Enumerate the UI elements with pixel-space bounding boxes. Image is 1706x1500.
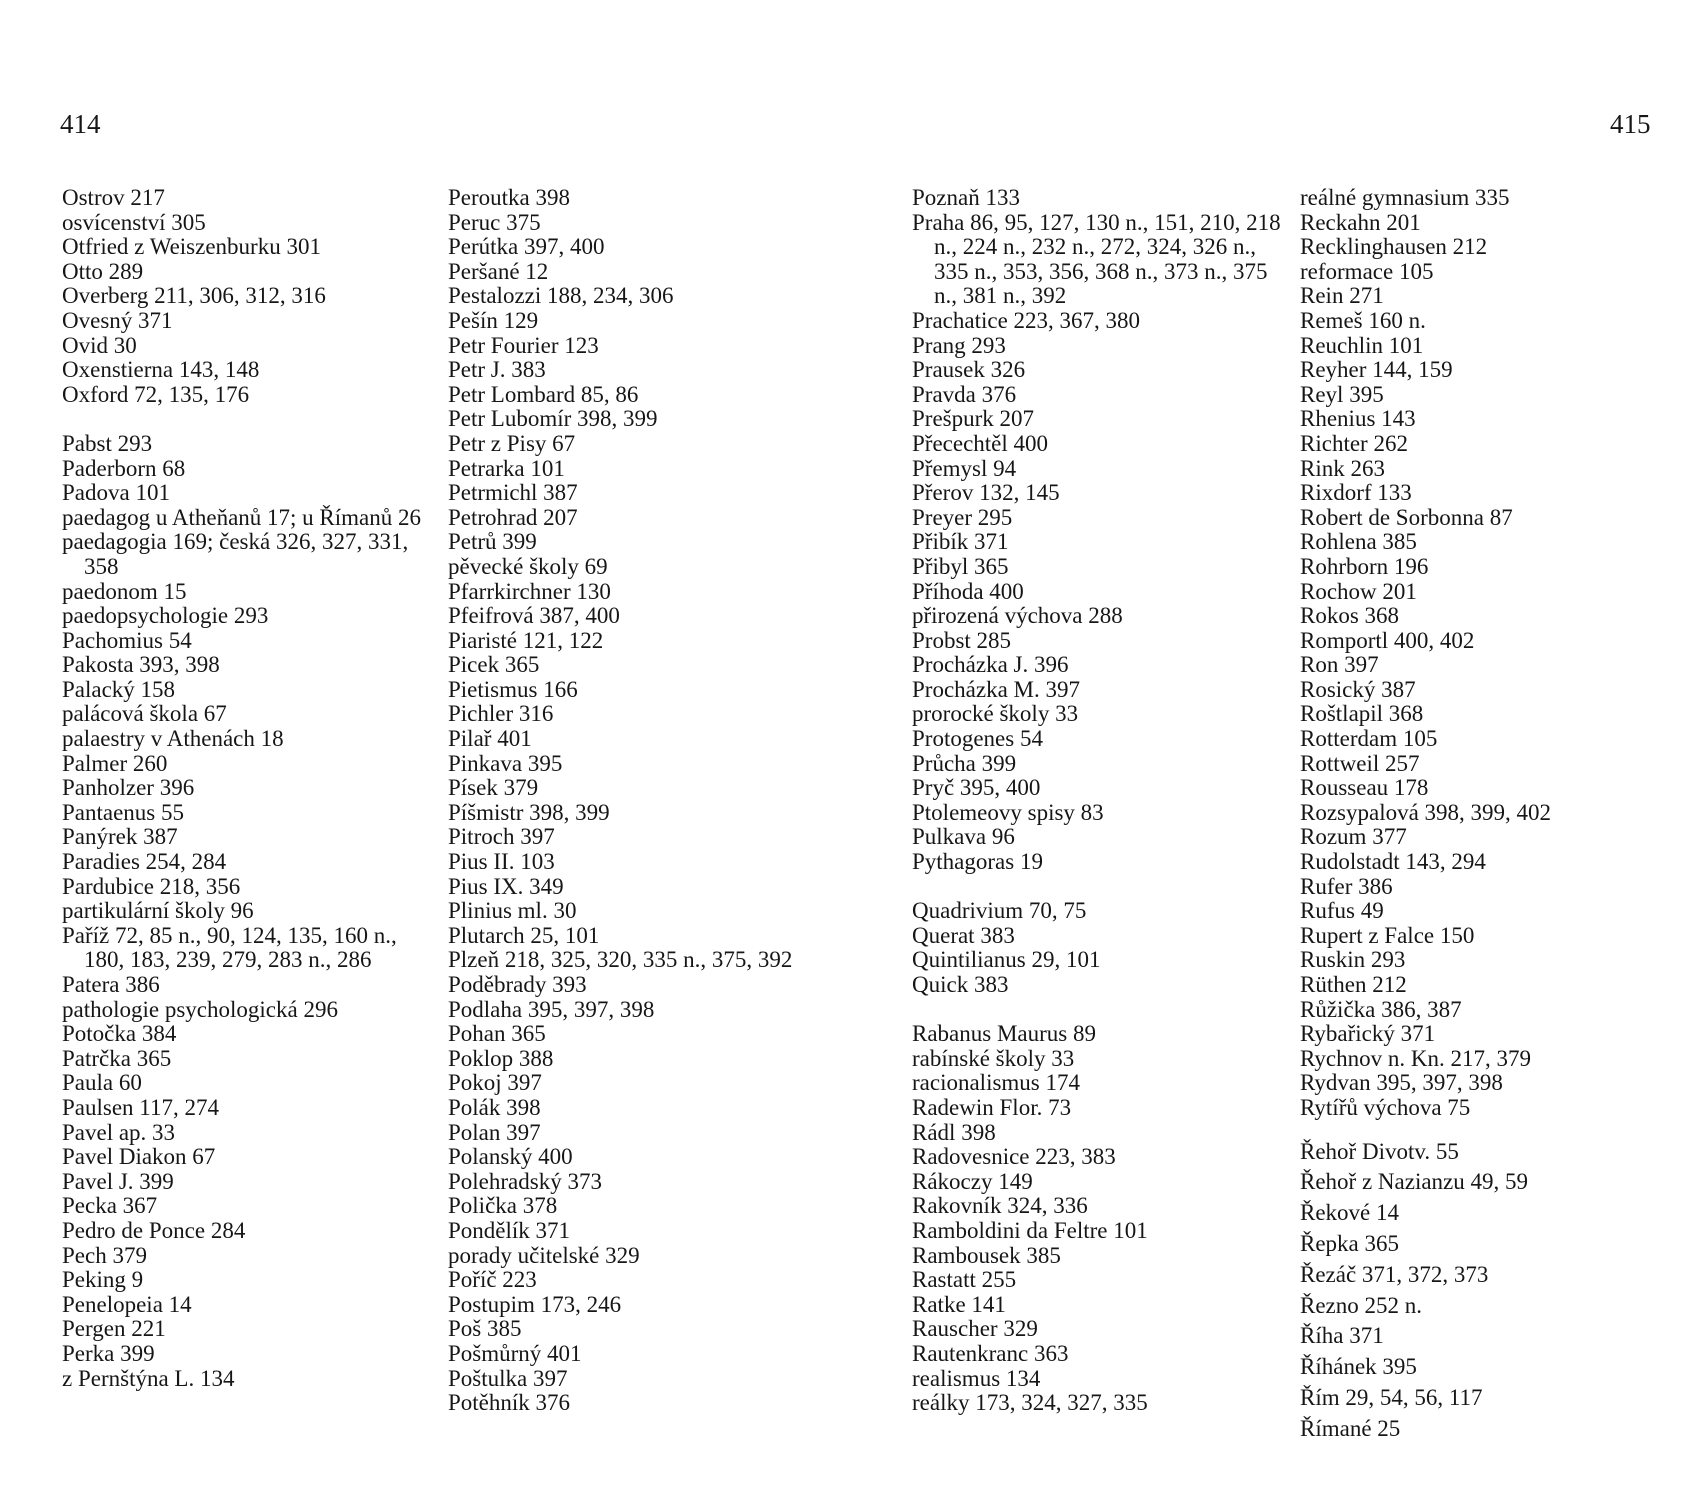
index-entry: Poklop 388 [448,1045,554,1071]
index-entry: Rochow 201 [1300,578,1417,604]
index-entry: Otfried z Weiszenburku 301 [62,234,321,260]
index-entry: realismus 134 [912,1365,1041,1391]
index-entry: Robert de Sorbonna 87 [1300,504,1513,530]
index-entry: Pavel J. 399 [62,1168,174,1194]
index-entry: Pabst 293 [62,430,153,456]
index-entry: Richter 262 [1300,430,1408,456]
index-entry: Řezáč 371, 372, 373 [1300,1261,1489,1287]
index-entry: Reyl 395 [1300,381,1384,407]
index-entry: Quadrivium 70, 75 [912,898,1087,924]
index-entry: Poříč 223 [448,1267,537,1293]
index-entry: Rastatt 255 [912,1267,1017,1293]
index-entry: Oxenstierna 143, 148 [62,357,260,383]
index-entry: Rein 271 [1300,283,1384,309]
index-entry: Reuchlin 101 [1300,332,1424,358]
index-entry: pěvecké školy 69 [448,553,608,579]
index-entry: Pietismus 166 [448,676,578,702]
index-entry: Rabanus Maurus 89 [912,1021,1096,1047]
index-entry: Quick 383 [912,972,1009,997]
index-entry: Radovesnice 223, 383 [912,1144,1116,1170]
index-entry: Pedro de Ponce 284 [62,1217,246,1243]
index-entry: Pavel Diakon 67 [62,1144,216,1170]
index-entry: Řepka 365 [1300,1230,1400,1256]
index-entry: Pachomius 54 [62,627,192,653]
index-entry: Prachatice 223, 367, 380 [912,307,1141,333]
index-column-1 [62,186,432,1391]
index-entry: paedonom 15 [62,578,187,604]
index-entry: Rautenkranc 363 [912,1340,1069,1366]
index-entry: pathologie psychologická 296 [62,996,338,1022]
index-entry: Pohan 365 [448,1021,546,1047]
index-entry: Ostrov 217 [62,185,165,210]
index-entry: Recklinghausen 212 [1300,234,1488,260]
index-entry: Písek 379 [448,775,539,801]
index-entry: Plinius ml. 30 [448,898,577,924]
index-entry: prorocké školy 33 [912,701,1079,727]
index-entry: Polák 398 [448,1094,541,1120]
index-entry: Rychnov n. Kn. 217, 379 [1300,1045,1531,1071]
index-entry: Reckahn 201 [1300,209,1421,235]
index-entry: Rozsypalová 398, 399, 402 [1300,799,1552,825]
index-entry: rabínské školy 33 [912,1045,1075,1071]
index-entry: Reyher 144, 159 [1300,357,1453,383]
index-entry: Oxford 72, 135, 176 [62,381,250,407]
index-entry: paedagogia 169; česká 326, 327, 331, 358 [62,529,409,579]
index-entry: Rink 263 [1300,455,1385,481]
index-entry: Pichler 316 [448,701,554,727]
index-entry: Rambousek 385 [912,1242,1061,1268]
index-entry: Pošmůrný 401 [448,1340,582,1366]
index-entry: Romportl 400, 402 [1300,627,1475,653]
index-entry: Pakosta 393, 398 [62,652,220,678]
index-entry: Poděbrady 393 [448,972,587,997]
section-gap [912,875,1284,900]
index-entry: Přerov 132, 145 [912,480,1060,506]
index-entry: Panýrek 387 [62,824,178,850]
index-entry: Pestalozzi 188, 234, 306 [448,283,674,309]
index-entry: Pravda 376 [912,381,1017,407]
index-entry: palácová škola 67 [62,701,227,727]
index-entry: Růžička 386, 387 [1300,996,1462,1022]
index-entry: Paulsen 117, 274 [62,1094,219,1120]
index-entry: paedopsychologie 293 [62,603,269,629]
index-entry: Pardubice 218, 356 [62,873,241,899]
index-entry: Přemysl 94 [912,455,1017,481]
index-entry: Polehradský 373 [448,1168,602,1194]
index-entry: Petrarka 101 [448,455,565,481]
section-gap [912,998,1284,1023]
index-entry: Rixdorf 133 [1300,480,1412,506]
index-entry: Průcha 399 [912,750,1017,776]
index-entry: Roštlapil 368 [1300,701,1424,727]
index-entry: Rokos 368 [1300,603,1400,629]
index-entry: Plutarch 25, 101 [448,922,600,948]
index-entry: Praha 86, 95, 127, 130 n., 151, 210, 218 n., 224 n., 232 n., 272, 324, 326 n., 335 n., 353, 356, 368 n., 373 n., 375 n., 381 n., 392 [912,209,1281,309]
index-entry: Podlaha 395, 397, 398 [448,996,655,1022]
index-entry: Pfarrkirchner 130 [448,578,611,604]
index-entry: Řím 29, 54, 56, 117 [1300,1384,1483,1410]
index-entry: Perka 399 [62,1340,155,1366]
index-entry: Petrohrad 207 [448,504,578,530]
index-entry: Potočka 384 [62,1021,177,1047]
index-entry: Řehoř Divotv. 55 [1300,1138,1459,1164]
index-entry: reformace 105 [1300,258,1434,284]
index-entry: Petr Lombard 85, 86 [448,381,639,407]
index-entry: Pergen 221 [62,1316,166,1342]
index-entry: osvícenství 305 [62,209,206,235]
index-entry: Příhoda 400 [912,578,1024,604]
index-entry: reálky 173, 324, 327, 335 [912,1390,1148,1416]
index-entry: Přecechtěl 400 [912,430,1049,456]
index-entry: Rottweil 257 [1300,750,1420,776]
index-entry: Picek 365 [448,652,540,678]
index-column-3 [912,186,1284,1416]
index-entry: Petrmichl 387 [448,480,578,506]
index-entry: Píšmistr 398, 399 [448,799,610,825]
index-entry: Řekové 14 [1300,1200,1400,1226]
index-entry: Prang 293 [912,332,1006,358]
index-entry: Rydvan 395, 397, 398 [1300,1070,1503,1096]
index-entry: Polička 378 [448,1193,558,1219]
index-entry: Paderborn 68 [62,455,186,481]
index-entry: Penelopeia 14 [62,1291,192,1317]
index-entry: Pryč 395, 400 [912,775,1041,801]
index-entry: Remeš 160 n. [1300,307,1426,333]
index-entry: Přibík 371 [912,529,1009,555]
index-entry: Querat 383 [912,922,1015,948]
index-entry: Peruc 375 [448,209,541,235]
index-entry: Perútka 397, 400 [448,234,605,260]
index-entry: Plzeň 218, 325, 320, 335 n., 375, 392 [448,947,793,973]
index-entry: Padova 101 [62,480,170,506]
index-entry: Protogenes 54 [912,726,1043,752]
index-entry: Pešín 129 [448,307,539,333]
index-entry: Rakovník 324, 336 [912,1193,1088,1219]
index-entry: porady učitelské 329 [448,1242,640,1268]
index-entry: Postupim 173, 246 [448,1291,622,1317]
index-entry: Petr Lubomír 398, 399 [448,406,658,432]
index-entry: Pitroch 397 [448,824,555,850]
index-entry: Pilař 401 [448,726,532,752]
index-entry: Pius II. 103 [448,849,555,875]
index-entry: racionalismus 174 [912,1070,1080,1096]
index-entry: Petr Fourier 123 [448,332,599,358]
index-entry: Pavel ap. 33 [62,1119,176,1145]
index-entry: Rauscher 329 [912,1316,1038,1342]
index-entry: Řehoř z Nazianzu 49, 59 [1300,1169,1529,1195]
index-entry: Rybařický 371 [1300,1021,1436,1047]
index-entry: Rákoczy 149 [912,1168,1033,1194]
index-entry: Ratke 141 [912,1291,1006,1317]
index-entry: Preyer 295 [912,504,1013,530]
section-gap [62,407,432,432]
index-entry: Pinkava 395 [448,750,563,776]
page-number-left: 414 [60,109,101,139]
index-entry: Rádl 398 [912,1119,996,1145]
index-entry: Rohlena 385 [1300,529,1417,555]
index-entry: z Pernštýna L. 134 [62,1365,235,1391]
index-entry: Probst 285 [912,627,1012,653]
page-number-right: 415 [1610,109,1651,139]
index-entry: Rozum 377 [1300,824,1407,850]
index-entry: Rousseau 178 [1300,775,1429,801]
index-entry: palaestry v Athenách 18 [62,726,284,752]
index-entry: Rhenius 143 [1300,406,1416,432]
index-entry: Římané 25 [1300,1415,1401,1441]
index-entry: Ramboldini da Feltre 101 [912,1217,1148,1243]
index-column-4 [1300,186,1680,1445]
index-entry: Paříž 72, 85 n., 90, 124, 135, 160 n., 180, 183, 239, 279, 283 n., 286 [62,922,397,973]
index-entry: Peršané 12 [448,258,549,284]
index-entry: Ruskin 293 [1300,947,1406,973]
index-entry: Prešpurk 207 [912,406,1035,432]
index-entry: Peroutka 398 [448,185,571,210]
index-entry: Polanský 400 [448,1144,573,1170]
index-entry: Paradies 254, 284 [62,849,227,875]
index-entry: Rufus 49 [1300,898,1384,924]
index-entry: paedagog u Atheňanů 17; u Římanů 26 [62,504,421,530]
index-entry: Pokoj 397 [448,1070,542,1096]
index-entry: Říhánek 395 [1300,1354,1417,1380]
index-entry: Řezno 252 n. [1300,1292,1423,1318]
index-entry: Pech 379 [62,1242,147,1268]
index-entry: Rotterdam 105 [1300,726,1438,752]
section-gap [1300,1121,1680,1137]
index-entry: Ovid 30 [62,332,137,358]
index-entry: Palmer 260 [62,750,168,776]
index-entry: Říha 371 [1300,1323,1384,1349]
index-entry: Petr z Pisy 67 [448,430,576,456]
index-entry: přirozená výchova 288 [912,603,1123,629]
index-entry: Quintilianus 29, 101 [912,947,1101,973]
index-entry: Ovesný 371 [62,307,173,333]
index-entry: Patera 386 [62,972,160,997]
index-entry: Pulkava 96 [912,824,1015,850]
index-entry: Patrčka 365 [62,1045,172,1071]
index-entry: Petrů 399 [448,529,537,555]
index-entry: Otto 289 [62,258,144,284]
index-entry: Pondělík 371 [448,1217,571,1243]
index-entry: Radewin Flor. 73 [912,1094,1072,1120]
index-entry: Palacký 158 [62,676,176,702]
index-entry: Potěhník 376 [448,1390,571,1416]
index-entry: Procházka J. 396 [912,652,1069,678]
index-entry: reálné gymnasium 335 [1300,185,1510,210]
index-entry: Overberg 211, 306, 312, 316 [62,283,326,309]
index-entry: Přibyl 365 [912,553,1009,579]
index-entry: Pecka 367 [62,1193,158,1219]
index-entry: Peking 9 [62,1267,144,1293]
index-entry: Pius IX. 349 [448,873,564,899]
index-entry: Rosický 387 [1300,676,1416,702]
index-entry: Paula 60 [62,1070,142,1096]
index-entry: Pantaenus 55 [62,799,185,825]
index-entry: Polan 397 [448,1119,541,1145]
index-entry: Poštulka 397 [448,1365,568,1391]
index-column-2 [448,186,820,1416]
index-entry: Rudolstadt 143, 294 [1300,849,1486,875]
index-entry: Poš 385 [448,1316,522,1342]
index-entry: Petr J. 383 [448,357,546,383]
index-entry: partikulární školy 96 [62,898,254,924]
index-entry: Procházka M. 397 [912,676,1080,702]
index-entry: Piaristé 121, 122 [448,627,604,653]
index-entry: Rüthen 212 [1300,972,1407,997]
index-entry: Rufer 386 [1300,873,1393,899]
index-entry: Poznaň 133 [912,185,1020,210]
index-entry: Pfeifrová 387, 400 [448,603,620,629]
index-entry: Ron 397 [1300,652,1379,678]
index-entry: Rohrborn 196 [1300,553,1429,579]
index-entry: Pythagoras 19 [912,849,1043,875]
index-entry: Panholzer 396 [62,775,195,801]
index-entry: Prausek 326 [912,357,1026,383]
index-entry: Rytířů výchova 75 [1300,1094,1471,1120]
index-entry: Rupert z Falce 150 [1300,922,1475,948]
index-entry: Ptolemeovy spisy 83 [912,799,1104,825]
